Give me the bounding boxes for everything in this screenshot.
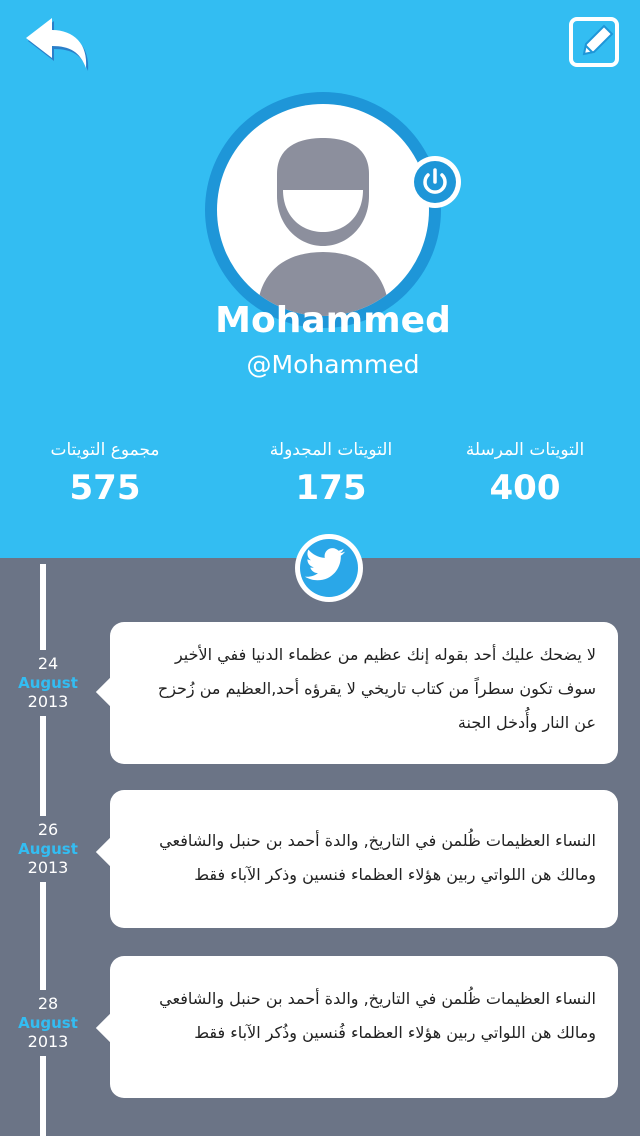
date-year: 2013 xyxy=(27,1032,69,1051)
reply-arrow-icon xyxy=(22,14,94,72)
date-month: August xyxy=(18,1014,78,1032)
date-month: August xyxy=(18,674,78,692)
power-button[interactable] xyxy=(409,156,461,208)
date-year: 2013 xyxy=(27,858,69,877)
stat-sent xyxy=(420,436,630,508)
tweet-text: لا يضحك عليك أحد بقوله إنك عظيم من عظماء الدنيا ففي الأخير سوف تكون سطراً من كتاب تاريخي لا يقرؤه أحد,العظيم من زُحزح عن النار وأُدخل الجنة xyxy=(157,645,596,732)
stat-total-label: مجموع التويتات xyxy=(50,440,160,460)
stat-scheduled-label: التويتات المجدولة xyxy=(269,440,393,460)
edit-button[interactable] xyxy=(568,16,620,68)
stat-scheduled-value: 175 xyxy=(295,468,367,508)
date-day: 28 xyxy=(37,994,59,1013)
power-icon xyxy=(414,161,456,203)
profile-handle: @Mohammed xyxy=(246,350,420,379)
timeline-date xyxy=(14,990,82,1056)
back-button[interactable] xyxy=(22,14,94,72)
stat-total xyxy=(0,436,210,508)
twitter-button[interactable] xyxy=(295,534,363,602)
tweet-text: النساء العظيمات ظُلمن في التاريخ, والدة أحمد بن حنبل والشافعي ومالك هن اللواتي ربين هؤلاء العظماء فنسين وذكر الآباء فقط xyxy=(159,831,596,884)
twitter-bird-icon xyxy=(300,539,358,597)
timeline-date xyxy=(14,650,82,716)
stat-sent-value: 400 xyxy=(489,468,561,508)
timeline-date xyxy=(14,816,82,882)
profile-name: Mohammed xyxy=(215,300,451,341)
tweet-card[interactable] xyxy=(110,956,618,1098)
avatar[interactable] xyxy=(205,92,441,328)
tweet-card[interactable] xyxy=(110,622,618,764)
edit-pencil-icon xyxy=(568,16,620,68)
date-day: 24 xyxy=(37,654,59,673)
stat-sent-label: التويتات المرسلة xyxy=(465,440,585,460)
tweet-text: النساء العظيمات ظُلمن في التاريخ, والدة أحمد بن حنبل والشافعي ومالك هن اللواتي ربين هؤلاء العظماء فُنسين وذُكر الآباء فقط xyxy=(159,989,596,1042)
date-year: 2013 xyxy=(27,692,69,711)
stat-total-value: 575 xyxy=(69,468,141,508)
stat-scheduled xyxy=(226,436,436,508)
tweet-card[interactable] xyxy=(110,790,618,928)
user-silhouette-icon xyxy=(217,104,429,316)
date-day: 26 xyxy=(37,820,59,839)
date-month: August xyxy=(18,840,78,858)
